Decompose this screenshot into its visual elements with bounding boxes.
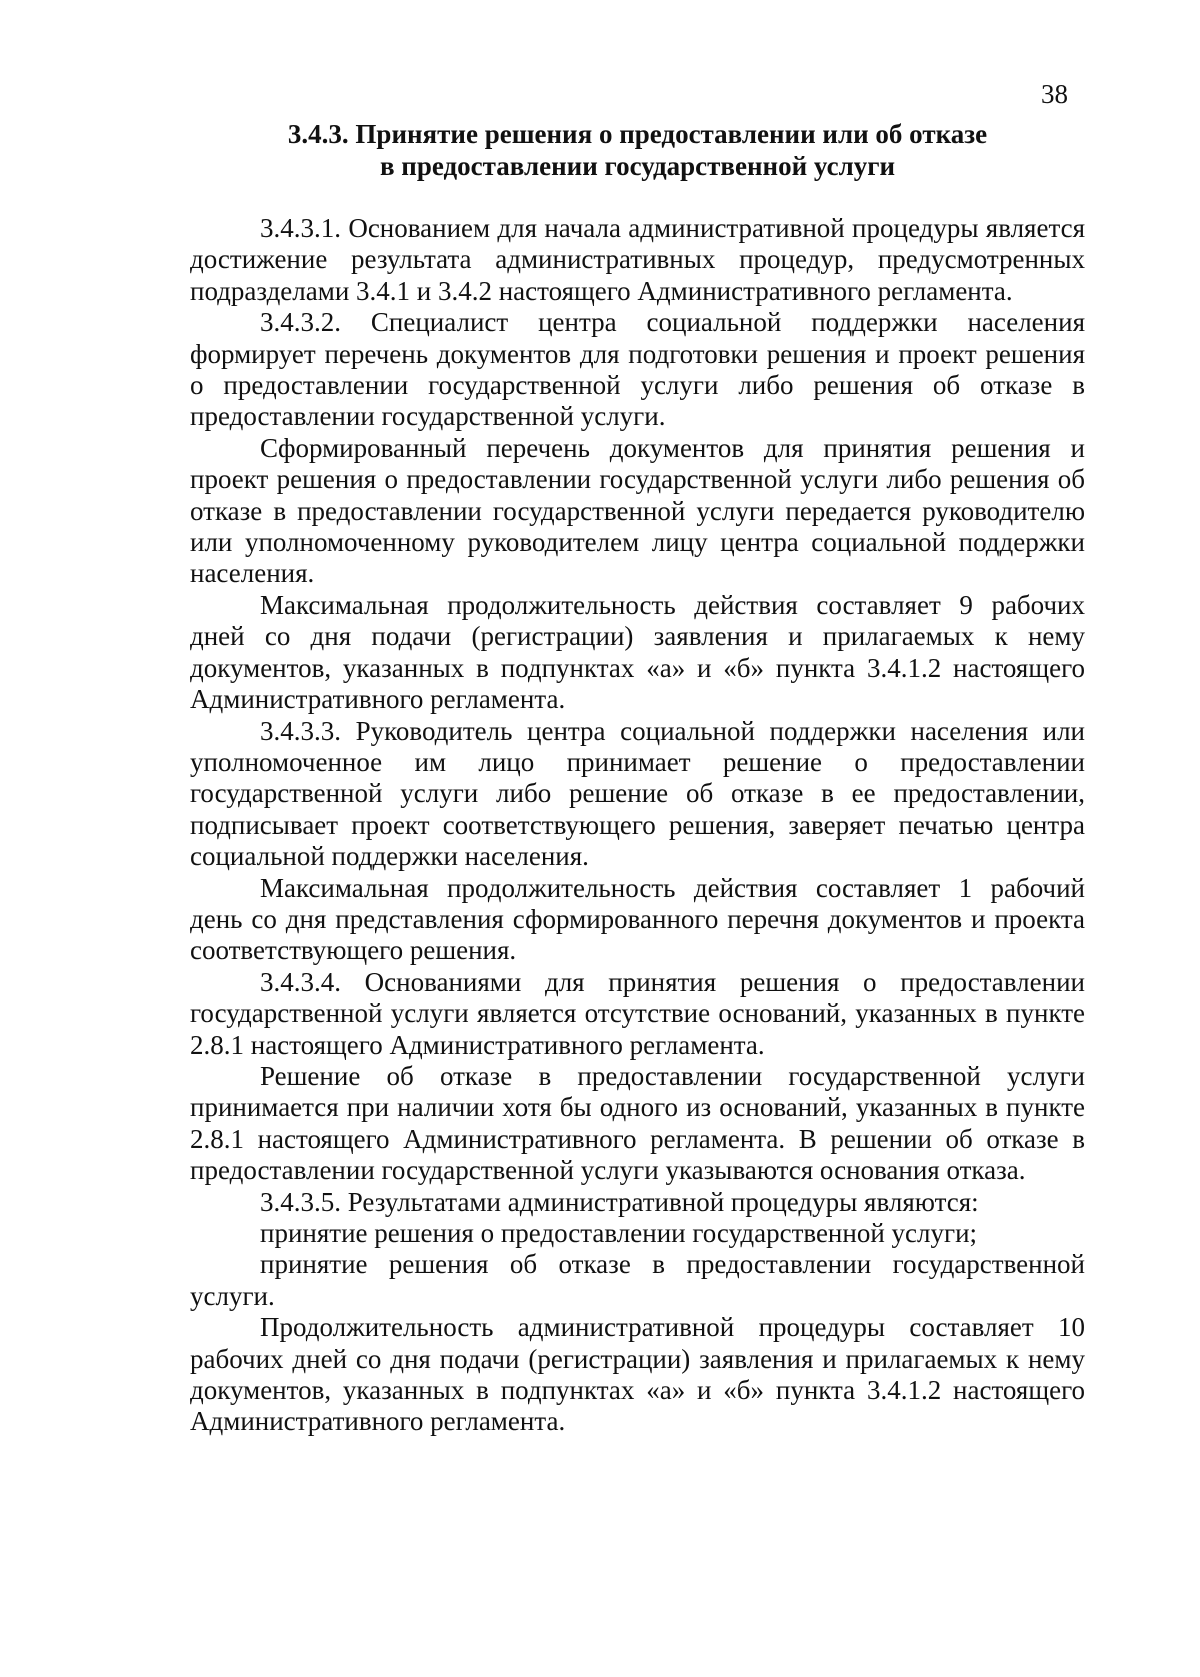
section-heading: [190, 118, 1085, 182]
paragraph-refusal-decision: Решение об отказе в предоставлении государственной услуги принимается при наличии хотя бы одного из оснований, указанных в пункте 2.8.1 настоящего Административного регламента. В решении об отказе в предоставлении государственной услуги указываются основания отказа.: [190, 1060, 1085, 1186]
section-heading-line-1: 3.4.3. Принятие решения о предоставлении или об отказе: [287, 119, 988, 149]
section-heading-line-2: в предоставлении государственной услуги: [379, 151, 896, 181]
document-body: [190, 213, 1085, 1438]
paragraph-3-4-3-5: 3.4.3.5. Результатами административной процедуры являются:: [260, 1186, 979, 1217]
result-item-grant: принятие решения о предоставлении государственной услуги;: [260, 1218, 978, 1248]
paragraph-3-4-3-1: 3.4.3.1. Основанием для начала административной процедуры является достижение результата административных процедур, предусмотренных подразделами 3.4.1 и 3.4.2 настоящего Административного регламента.: [190, 213, 1085, 306]
paragraph-3-4-3-3: 3.4.3.3. Руководитель центра социальной поддержки населения или уполномоченное им лицо принимает решение о предоставлении государственной услуги либо решение об отказе в ее предоставлении, подписывает проект соответствующего решения, заверяет печатью центра социальной поддержки населения.: [190, 715, 1085, 872]
result-item-refusal: принятие решения об отказе в предоставлении государственной услуги.: [190, 1249, 1085, 1311]
page-number: 38: [1041, 79, 1068, 109]
paragraph-3-4-3-4: 3.4.3.4. Основаниями для принятия решения о предоставлении государственной услуги является отсутствие оснований, указанных в пункте 2.8.1 настоящего Административного регламента.: [190, 966, 1085, 1060]
paragraph-max-duration-9-days: Максимальная продолжительность действия составляет 9 рабочих дней со дня подачи (регистрации) заявления и прилагаемых к нему документов, указанных в подпунктах «а» и «б» пункта 3.4.1.2 настоящего Административного регламента.: [190, 589, 1085, 715]
paragraph-formed-list: Сформированный перечень документов для принятия решения и проект решения о предоставлении государственной услуги либо решения об отказе в предоставлении государственной услуги передается руководителю или уполномоченному руководителем лицу центра социальной поддержки населения.: [190, 432, 1085, 589]
paragraph-procedure-duration: Продолжительность административной процедуры составляет 10 рабочих дней со дня подачи (регистрации) заявления и прилагаемых к нему документов, указанных в подпунктах «а» и «б» пункта 3.4.1.2 настоящего Административного регламента.: [190, 1312, 1085, 1437]
paragraph-3-4-3-2: 3.4.3.2. Специалист центра социальной поддержки населения формирует перечень документов для подготовки решения и проект решения о предоставлении государственной услуги либо решения об отказе в предоставлении государственной услуги.: [190, 307, 1085, 432]
paragraph-max-duration-1-day: Максимальная продолжительность действия составляет 1 рабочий день со дня представления сформированного перечня документов и проекта соответствующего решения.: [190, 872, 1085, 966]
